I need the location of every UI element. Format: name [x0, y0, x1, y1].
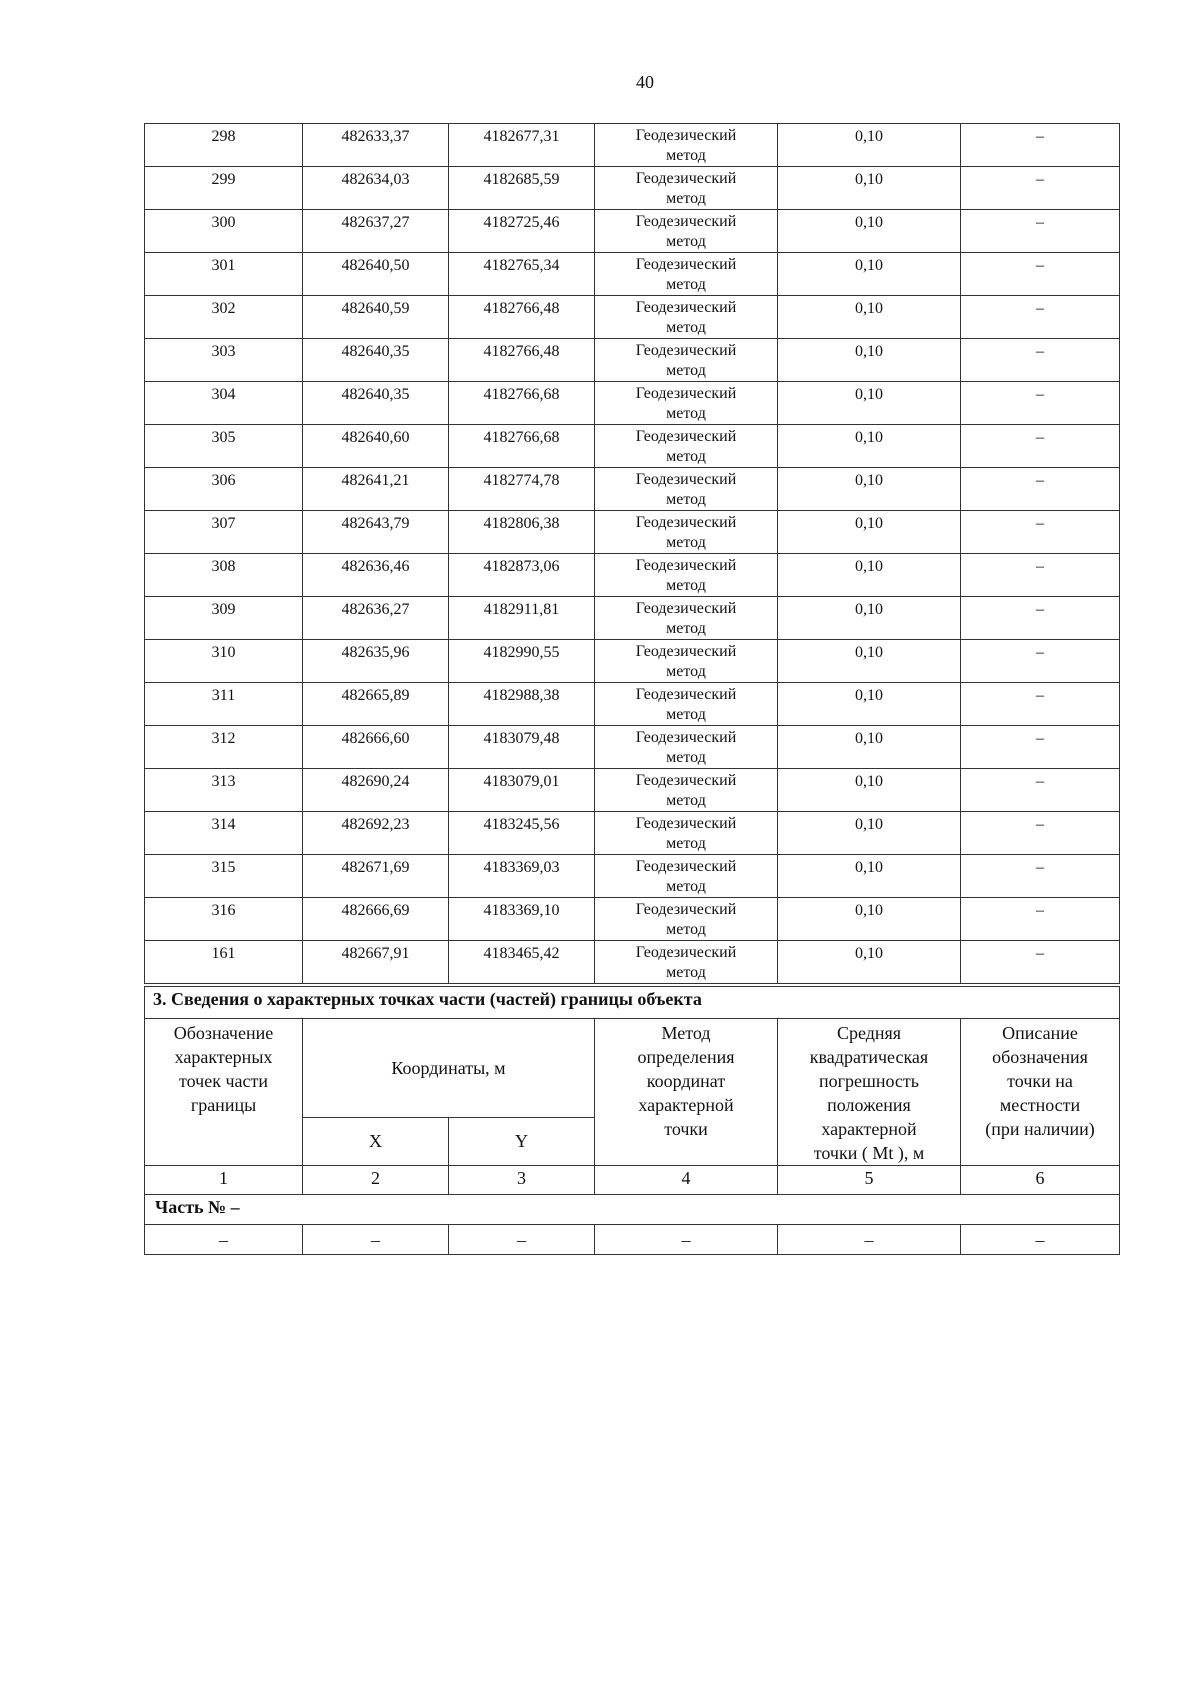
header-method-line: определения	[637, 1047, 735, 1067]
header-error-line: погрешность	[818, 1071, 919, 1091]
method-text: Геодезический	[635, 428, 737, 445]
x-coordinate-cell: 482640,59	[303, 296, 449, 339]
method-text: метод	[666, 577, 706, 594]
table-row	[145, 898, 1120, 941]
table-row	[145, 296, 1120, 339]
description-cell: –	[961, 253, 1120, 296]
header-error-line: точки ( Mt ), м	[813, 1143, 925, 1163]
description-cell: –	[961, 941, 1120, 984]
column-number: 4	[595, 1166, 778, 1195]
x-coordinate-cell: 482690,24	[303, 769, 449, 812]
method-cell	[595, 898, 778, 941]
method-text: Геодезический	[635, 557, 737, 574]
y-coordinate-cell: 4183369,03	[449, 855, 595, 898]
table-row	[145, 554, 1120, 597]
table-row	[145, 726, 1120, 769]
y-coordinate-cell: 4182765,34	[449, 253, 595, 296]
method-cell	[595, 683, 778, 726]
point-number-cell: 314	[145, 812, 303, 855]
description-cell: –	[961, 296, 1120, 339]
description-cell: –	[961, 425, 1120, 468]
method-cell	[595, 253, 778, 296]
error-cell: 0,10	[778, 640, 961, 683]
column-number: 3	[449, 1166, 595, 1195]
error-cell: 0,10	[778, 554, 961, 597]
point-number-cell: 308	[145, 554, 303, 597]
method-text: метод	[666, 749, 706, 766]
y-coordinate-cell: 4182873,06	[449, 554, 595, 597]
method-text: Геодезический	[635, 342, 737, 359]
point-number-cell: 300	[145, 210, 303, 253]
description-cell: –	[961, 640, 1120, 683]
error-cell: 0,10	[778, 253, 961, 296]
method-text: Геодезический	[635, 170, 737, 187]
x-coordinate-cell: 482666,60	[303, 726, 449, 769]
method-text: метод	[666, 319, 706, 336]
header-description-line: точки на	[1007, 1071, 1073, 1091]
header-description-line: (при наличии)	[985, 1119, 1095, 1139]
x-coordinate-cell: 482692,23	[303, 812, 449, 855]
error-cell: 0,10	[778, 124, 961, 167]
method-text: Геодезический	[635, 127, 737, 144]
x-coordinate-cell: 482634,03	[303, 167, 449, 210]
y-coordinate-cell: 4182766,48	[449, 296, 595, 339]
y-coordinate-cell: 4183079,01	[449, 769, 595, 812]
error-cell: 0,10	[778, 769, 961, 812]
error-cell: 0,10	[778, 941, 961, 984]
error-cell: 0,10	[778, 468, 961, 511]
point-number-cell: 302	[145, 296, 303, 339]
x-coordinate-cell: 482635,96	[303, 640, 449, 683]
description-cell: –	[961, 124, 1120, 167]
y-coordinate-cell: 4183369,10	[449, 898, 595, 941]
header-designation-line: характерных	[174, 1047, 273, 1067]
point-number-cell: 301	[145, 253, 303, 296]
part-label: Часть № –	[145, 1195, 1120, 1225]
x-coordinate-cell: 482637,27	[303, 210, 449, 253]
x-coordinate-cell: 482641,21	[303, 468, 449, 511]
header-y: Y	[449, 1117, 595, 1165]
method-text: Геодезический	[635, 858, 737, 875]
method-text: Геодезический	[635, 213, 737, 230]
method-cell	[595, 339, 778, 382]
method-text: Геодезический	[635, 944, 737, 961]
description-cell: –	[961, 554, 1120, 597]
header-designation-line: точек части	[179, 1071, 268, 1091]
error-cell: 0,10	[778, 812, 961, 855]
table-row	[145, 640, 1120, 683]
y-coordinate-cell: 4182766,68	[449, 382, 595, 425]
method-text: Геодезический	[635, 514, 737, 531]
error-cell: 0,10	[778, 855, 961, 898]
y-coordinate-cell: 4182725,46	[449, 210, 595, 253]
y-coordinate-cell: 4183079,48	[449, 726, 595, 769]
x-coordinate-cell: 482666,69	[303, 898, 449, 941]
method-text: метод	[666, 491, 706, 508]
description-cell: –	[961, 468, 1120, 511]
description-cell: –	[961, 726, 1120, 769]
description-cell: –	[961, 769, 1120, 812]
table-row	[145, 425, 1120, 468]
method-cell	[595, 425, 778, 468]
table-row	[145, 769, 1120, 812]
description-cell: –	[961, 683, 1120, 726]
header-method-line: точки	[664, 1119, 708, 1139]
method-text: метод	[666, 534, 706, 551]
table-row	[145, 253, 1120, 296]
method-cell	[595, 554, 778, 597]
error-cell: 0,10	[778, 726, 961, 769]
point-number-cell: 304	[145, 382, 303, 425]
y-coordinate-cell: 4182988,38	[449, 683, 595, 726]
point-number-cell: 303	[145, 339, 303, 382]
point-number-cell: 315	[145, 855, 303, 898]
method-text: Геодезический	[635, 815, 737, 832]
method-text: Геодезический	[635, 600, 737, 617]
x-coordinate-cell: 482665,89	[303, 683, 449, 726]
table-row	[145, 941, 1120, 984]
method-text: метод	[666, 190, 706, 207]
method-cell	[595, 941, 778, 984]
y-coordinate-cell: 4182766,68	[449, 425, 595, 468]
y-coordinate-cell: 4182806,38	[449, 511, 595, 554]
x-coordinate-cell: 482636,46	[303, 554, 449, 597]
method-cell	[595, 468, 778, 511]
description-cell: –	[961, 597, 1120, 640]
empty-cell: –	[145, 1225, 303, 1255]
x-coordinate-cell: 482671,69	[303, 855, 449, 898]
table-row	[145, 167, 1120, 210]
error-cell: 0,10	[778, 425, 961, 468]
empty-cell: –	[303, 1225, 449, 1255]
method-cell	[595, 640, 778, 683]
x-coordinate-cell: 482640,50	[303, 253, 449, 296]
x-coordinate-cell: 482640,35	[303, 382, 449, 425]
header-description-line: местности	[999, 1095, 1081, 1115]
method-text: Геодезический	[635, 643, 737, 660]
table-row	[145, 382, 1120, 425]
method-text: метод	[666, 964, 706, 981]
method-cell	[595, 855, 778, 898]
empty-cell: –	[449, 1225, 595, 1255]
header-description-line: обозначения	[992, 1047, 1088, 1067]
description-cell: –	[961, 898, 1120, 941]
method-cell	[595, 769, 778, 812]
x-coordinate-cell: 482640,60	[303, 425, 449, 468]
method-text: Геодезический	[635, 901, 737, 918]
method-text: метод	[666, 835, 706, 852]
error-cell: 0,10	[778, 210, 961, 253]
table-row	[145, 210, 1120, 253]
header-method-line: координат	[646, 1071, 726, 1091]
method-text: метод	[666, 620, 706, 637]
y-coordinate-cell: 4182990,55	[449, 640, 595, 683]
point-number-cell: 313	[145, 769, 303, 812]
point-number-cell: 298	[145, 124, 303, 167]
method-text: метод	[666, 147, 706, 164]
error-cell: 0,10	[778, 511, 961, 554]
table-row	[145, 511, 1120, 554]
method-cell	[595, 812, 778, 855]
header-method-line: характерной	[638, 1095, 734, 1115]
point-number-cell: 307	[145, 511, 303, 554]
y-coordinate-cell: 4182685,59	[449, 167, 595, 210]
description-cell: –	[961, 855, 1120, 898]
empty-cell: –	[595, 1225, 778, 1255]
y-coordinate-cell: 4182911,81	[449, 597, 595, 640]
header-error	[778, 1019, 961, 1166]
method-text: метод	[666, 405, 706, 422]
point-number-cell: 306	[145, 468, 303, 511]
method-cell	[595, 296, 778, 339]
description-cell: –	[961, 511, 1120, 554]
table-row	[145, 812, 1120, 855]
method-text: метод	[666, 448, 706, 465]
method-text: метод	[666, 706, 706, 723]
column-number: 5	[778, 1166, 961, 1195]
description-cell: –	[961, 812, 1120, 855]
y-coordinate-cell: 4182766,48	[449, 339, 595, 382]
header-method-line: Метод	[661, 1023, 711, 1043]
section-3-title: 3. Сведения о характерных точках части (частей) границы объекта	[145, 987, 1120, 1019]
method-cell	[595, 167, 778, 210]
method-cell	[595, 124, 778, 167]
table-row	[145, 683, 1120, 726]
table-row	[145, 597, 1120, 640]
header-error-line: Средняя	[836, 1023, 902, 1043]
method-text: Геодезический	[635, 686, 737, 703]
table-row	[145, 855, 1120, 898]
point-number-cell: 309	[145, 597, 303, 640]
table-row	[145, 468, 1120, 511]
error-cell: 0,10	[778, 167, 961, 210]
point-number-cell: 305	[145, 425, 303, 468]
header-designation-line: границы	[190, 1095, 257, 1115]
method-text: Геодезический	[635, 385, 737, 402]
y-coordinate-cell: 4183465,42	[449, 941, 595, 984]
point-number-cell: 310	[145, 640, 303, 683]
table-row	[145, 124, 1120, 167]
method-text: метод	[666, 233, 706, 250]
column-number: 2	[303, 1166, 449, 1195]
method-text: Геодезический	[635, 471, 737, 488]
error-cell: 0,10	[778, 683, 961, 726]
boundary-points-table-body	[145, 124, 1120, 984]
method-text: метод	[666, 663, 706, 680]
method-cell	[595, 597, 778, 640]
method-text: Геодезический	[635, 729, 737, 746]
description-cell: –	[961, 210, 1120, 253]
method-text: метод	[666, 878, 706, 895]
header-x: X	[303, 1117, 449, 1165]
method-text: метод	[666, 362, 706, 379]
column-number: 6	[961, 1166, 1120, 1195]
method-text: Геодезический	[635, 772, 737, 789]
y-coordinate-cell: 4183245,56	[449, 812, 595, 855]
x-coordinate-cell: 482636,27	[303, 597, 449, 640]
error-cell: 0,10	[778, 898, 961, 941]
header-description	[961, 1019, 1120, 1166]
method-text: метод	[666, 921, 706, 938]
point-number-cell: 316	[145, 898, 303, 941]
description-cell: –	[961, 339, 1120, 382]
method-text: Геодезический	[635, 256, 737, 273]
point-number-cell: 299	[145, 167, 303, 210]
description-cell: –	[961, 382, 1120, 425]
method-text: метод	[666, 792, 706, 809]
header-designation-line: Обозначение	[173, 1023, 274, 1043]
boundary-points-table	[144, 123, 1120, 984]
point-number-cell: 312	[145, 726, 303, 769]
empty-cell: –	[778, 1225, 961, 1255]
y-coordinate-cell: 4182677,31	[449, 124, 595, 167]
method-cell	[595, 210, 778, 253]
header-designation	[145, 1019, 303, 1166]
page-number: 40	[636, 72, 654, 92]
error-cell: 0,10	[778, 597, 961, 640]
error-cell: 0,10	[778, 382, 961, 425]
x-coordinate-cell: 482640,35	[303, 339, 449, 382]
header-description-line: Описание	[1002, 1023, 1078, 1043]
point-number-cell: 161	[145, 941, 303, 984]
point-number-cell: 311	[145, 683, 303, 726]
header-error-line: положения	[827, 1095, 911, 1115]
x-coordinate-cell: 482633,37	[303, 124, 449, 167]
x-coordinate-cell: 482667,91	[303, 941, 449, 984]
x-coordinate-cell: 482643,79	[303, 511, 449, 554]
error-cell: 0,10	[778, 339, 961, 382]
description-cell: –	[961, 167, 1120, 210]
header-method	[595, 1019, 778, 1166]
part-boundary-points-table	[144, 986, 1120, 1255]
method-text: метод	[666, 276, 706, 293]
error-cell: 0,10	[778, 296, 961, 339]
method-cell	[595, 382, 778, 425]
y-coordinate-cell: 4182774,78	[449, 468, 595, 511]
table-row	[145, 339, 1120, 382]
header-coordinates: Координаты, м	[303, 1019, 595, 1118]
header-error-line: характерной	[821, 1119, 917, 1139]
column-number: 1	[145, 1166, 303, 1195]
empty-cell: –	[961, 1225, 1120, 1255]
header-error-line: квадратическая	[809, 1047, 929, 1067]
method-cell	[595, 511, 778, 554]
method-cell	[595, 726, 778, 769]
method-text: Геодезический	[635, 299, 737, 316]
